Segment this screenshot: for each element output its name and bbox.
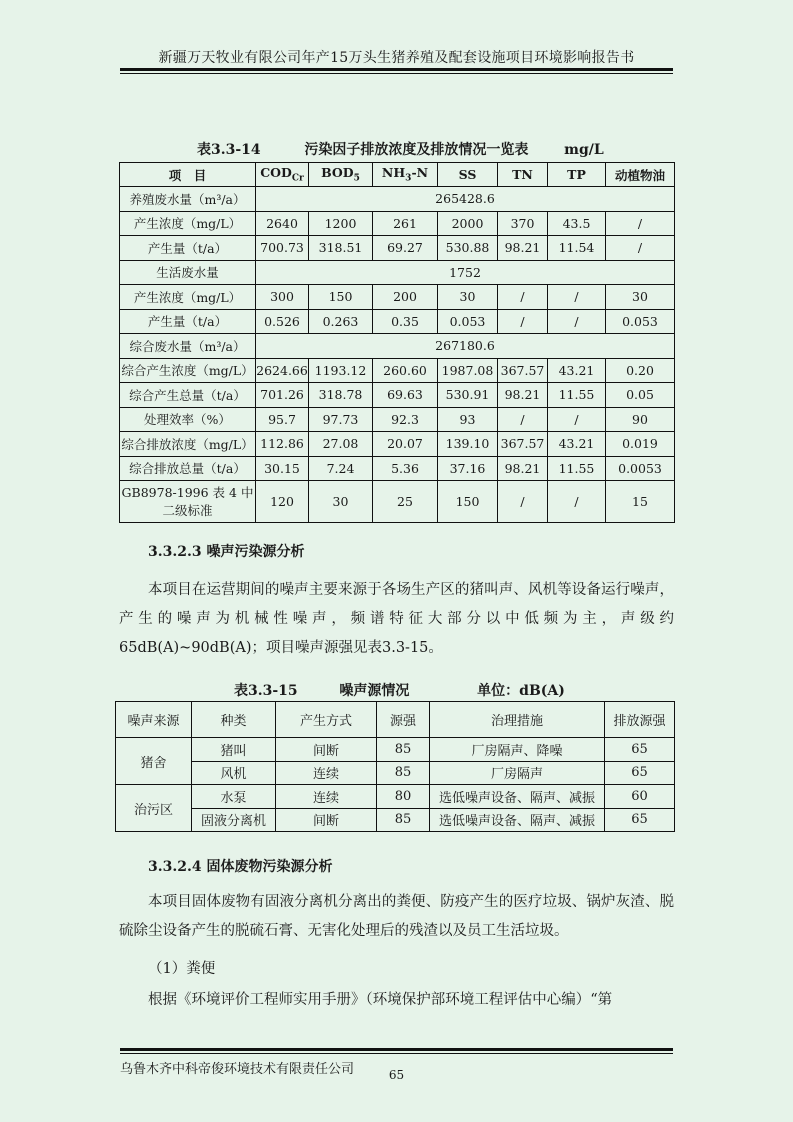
table1-row-label: 处理效率（%） [120,407,256,432]
header-rule-thin [120,73,673,74]
table1-cell: 43.21 [548,432,606,457]
table1-cell: 0.053 [438,309,498,334]
table2-header-cell: 源强 [377,702,430,738]
table2-header-cell: 排放源强 [605,702,675,738]
table1-row-label: 产生量（t/a） [120,236,256,261]
table1-row-label: 综合排放总量（t/a） [120,456,256,481]
table1-cell: 11.55 [548,383,606,408]
table1-cell: 2640 [256,211,309,236]
table1-cell: 700.73 [256,236,309,261]
table2-cell-mode: 连续 [276,785,377,809]
table1-cell: 11.54 [548,236,606,261]
noise-paragraph: 本项目在运营期间的噪声主要来源于各场生产区的猪叫声、风机等设备运行噪声，产生的噪声为机械性噪声，频谱特征大部分以中低频为主，声级约65dB(A)~90dB(A)；项目噪声源强见表3.3-15。 [119,582,674,656]
table1-cell: / [548,309,606,334]
table1-row-label: 产生浓度（mg/L） [120,211,256,236]
table1-header-row [120,163,675,187]
table1-cell: 200 [373,285,438,310]
table1-cell: 25 [373,481,438,523]
pollutant-emission-table [119,162,675,523]
table1-cell: 261 [373,211,438,236]
table1-cell: 2000 [438,211,498,236]
table1-row [120,383,675,408]
table1-row [120,481,675,523]
footer-rule-thin [120,1053,673,1054]
table1-span-value: 1752 [256,260,675,285]
table2-source-cell: 治污区 [116,785,192,832]
footer-rule-thick [120,1048,673,1051]
table1-row-label: 综合废水量（m³/a） [120,334,256,359]
table1-cell: 92.3 [373,407,438,432]
table2-cell-mode: 间断 [276,738,377,762]
table2-row [116,808,675,832]
table1-header-cell: $BOD_5$ [309,163,373,187]
table2-cell-emission: 65 [605,761,675,785]
table1-row [120,236,675,261]
header-rule-thick [120,68,673,71]
table2-cell-level: 85 [377,808,430,832]
table1-cell: 43.5 [548,211,606,236]
table1-cell: 112.86 [256,432,309,457]
table1-cell: 1193.12 [309,358,373,383]
table1-row [120,309,675,334]
table1-row [120,334,675,359]
table1-cell: 701.26 [256,383,309,408]
table2-caption-number: 表3.3-15 [234,683,298,699]
noise-source-table [115,701,675,832]
table1-cell: / [548,481,606,523]
table2-cell-measure: 选低噪声设备、隔声、减振 [430,785,605,809]
table1-cell: 367.57 [498,358,548,383]
footer-company: 乌鲁木齐中科帝俊环境技术有限责任公司 [120,1062,355,1077]
table1-caption-number: 表3.3-14 [197,142,261,158]
table1-cell: / [498,285,548,310]
table1-row [120,285,675,310]
table1-cell: 0.0053 [606,456,675,481]
table1-cell: 318.78 [309,383,373,408]
table1-cell: 139.10 [438,432,498,457]
table2-cell-type: 风机 [192,761,276,785]
table2-caption [234,680,565,700]
table1-cell: 30 [606,285,675,310]
table1-row [120,358,675,383]
table1-row-label: 养殖废水量（m³/a） [120,187,256,212]
item-manure: （1）粪便 [148,961,216,977]
table2-header-cell: 噪声来源 [116,702,192,738]
table1-cell: / [606,211,675,236]
table1-row [120,260,675,285]
table2-cell-measure: 厂房隔声、降噪 [430,738,605,762]
solid-waste-paragraph: 本项目固体废物有固液分离机分离出的粪便、防疫产生的医疗垃圾、锅炉灰渣、脱硫除尘设备产生的脱硫石膏、无害化处理后的残渣以及员工生活垃圾。 [119,894,674,939]
table1-cell: 260.60 [373,358,438,383]
table1-row-label: 生活废水量 [120,260,256,285]
table2-row [116,785,675,809]
table1-cell: 318.51 [309,236,373,261]
table2-caption-title: 噪声源情况 [339,683,410,699]
table1-cell: 530.91 [438,383,498,408]
table1-row [120,187,675,212]
table1-cell: 7.24 [309,456,373,481]
table2-cell-type: 猪叫 [192,738,276,762]
table1-row-label: GB8978-1996 表 4 中二级标准 [120,481,256,523]
table1-cell: 1200 [309,211,373,236]
table1-cell: 30 [309,481,373,523]
table1-row [120,211,675,236]
table1-cell: 367.57 [498,432,548,457]
table1-row-label: 产生浓度（mg/L） [120,285,256,310]
section-heading-solid-waste: 3.3.2.4 固体废物污染源分析 [148,859,333,875]
table1-cell: 0.35 [373,309,438,334]
manure-paragraph: 根据《环境评价工程师实用手册》（环境保护部环境工程评估中心编）“第 [148,992,613,1008]
table2-header-row [116,702,675,738]
table2-header-cell: 产生方式 [276,702,377,738]
section-heading-noise: 3.3.2.3 噪声污染源分析 [148,544,305,560]
table1-cell: / [498,481,548,523]
table1-cell: 98.21 [498,236,548,261]
table2-header-cell: 种类 [192,702,276,738]
table1-cell: / [548,285,606,310]
table2-header-cell: 治理措施 [430,702,605,738]
table1-header-cell: 动植物油 [606,163,675,187]
table1-cell: 69.27 [373,236,438,261]
table1-header-cell: SS [438,163,498,187]
table1-cell: 37.16 [438,456,498,481]
table2-cell-level: 85 [377,738,430,762]
table1-cell: 98.21 [498,456,548,481]
table1-header-cell: $NH_3-N$ [373,163,438,187]
table1-caption-unit: mg/L [564,142,604,158]
table1-span-value: 267180.6 [256,334,675,359]
table2-caption-unit: 单位：dB(A) [477,683,565,699]
table1-cell: 20.07 [373,432,438,457]
table1-cell: / [548,407,606,432]
table1-cell: 150 [309,285,373,310]
table1-cell: / [498,309,548,334]
table1-row-label: 产生量（t/a） [120,309,256,334]
table2-row [116,738,675,762]
table2-cell-emission: 65 [605,808,675,832]
table1-cell: 93 [438,407,498,432]
table1-row-label: 综合排放浓度（mg/L） [120,432,256,457]
table2-cell-mode: 间断 [276,808,377,832]
table1-cell: 69.63 [373,383,438,408]
table1-cell: 0.05 [606,383,675,408]
table1-cell: 530.88 [438,236,498,261]
table1-header-cell: $COD_{Cr}$ [256,163,309,187]
table1-span-value: 265428.6 [256,187,675,212]
table1-cell: 95.7 [256,407,309,432]
table2-cell-measure: 选低噪声设备、隔声、减振 [430,808,605,832]
table1-row [120,432,675,457]
table1-header-cell: TN [498,163,548,187]
table1-row [120,407,675,432]
table1-cell: 98.21 [498,383,548,408]
table1-cell: 150 [438,481,498,523]
table1-caption-title: 污染因子排放浓度及排放情况一览表 [304,142,529,158]
table1-cell: 0.526 [256,309,309,334]
table1-cell: 97.73 [309,407,373,432]
document-header-title: 新疆万天牧业有限公司年产15万头生猪养殖及配套设施项目环境影响报告书 [158,50,635,66]
page-number: 65 [388,1068,405,1082]
table2-cell-emission: 65 [605,738,675,762]
table1-header-cell: 项 目 [120,163,256,187]
table1-row [120,456,675,481]
table2-cell-measure: 厂房隔声 [430,761,605,785]
table1-caption [197,139,604,159]
table2-source-cell: 猪舍 [116,738,192,785]
table1-cell: / [606,236,675,261]
table1-cell: 1987.08 [438,358,498,383]
table1-cell: 0.20 [606,358,675,383]
table1-cell: 5.36 [373,456,438,481]
table1-cell: 27.08 [309,432,373,457]
table1-header-cell: TP [548,163,606,187]
table1-cell: / [498,407,548,432]
table1-cell: 11.55 [548,456,606,481]
table1-row-label: 综合产生浓度（mg/L） [120,358,256,383]
table2-cell-type: 水泵 [192,785,276,809]
table2-cell-level: 85 [377,761,430,785]
table2-row [116,761,675,785]
table1-cell: 90 [606,407,675,432]
table2-cell-mode: 连续 [276,761,377,785]
table1-cell: 2624.66 [256,358,309,383]
table1-cell: 0.053 [606,309,675,334]
table1-cell: 370 [498,211,548,236]
table1-cell: 0.019 [606,432,675,457]
table1-cell: 30.15 [256,456,309,481]
table1-cell: 43.21 [548,358,606,383]
table1-row-label: 综合产生总量（t/a） [120,383,256,408]
table2-cell-emission: 60 [605,785,675,809]
table1-cell: 300 [256,285,309,310]
table1-cell: 30 [438,285,498,310]
table1-cell: 15 [606,481,675,523]
table1-cell: 120 [256,481,309,523]
table1-cell: 0.263 [309,309,373,334]
table2-cell-type: 固液分离机 [192,808,276,832]
table2-cell-level: 80 [377,785,430,809]
